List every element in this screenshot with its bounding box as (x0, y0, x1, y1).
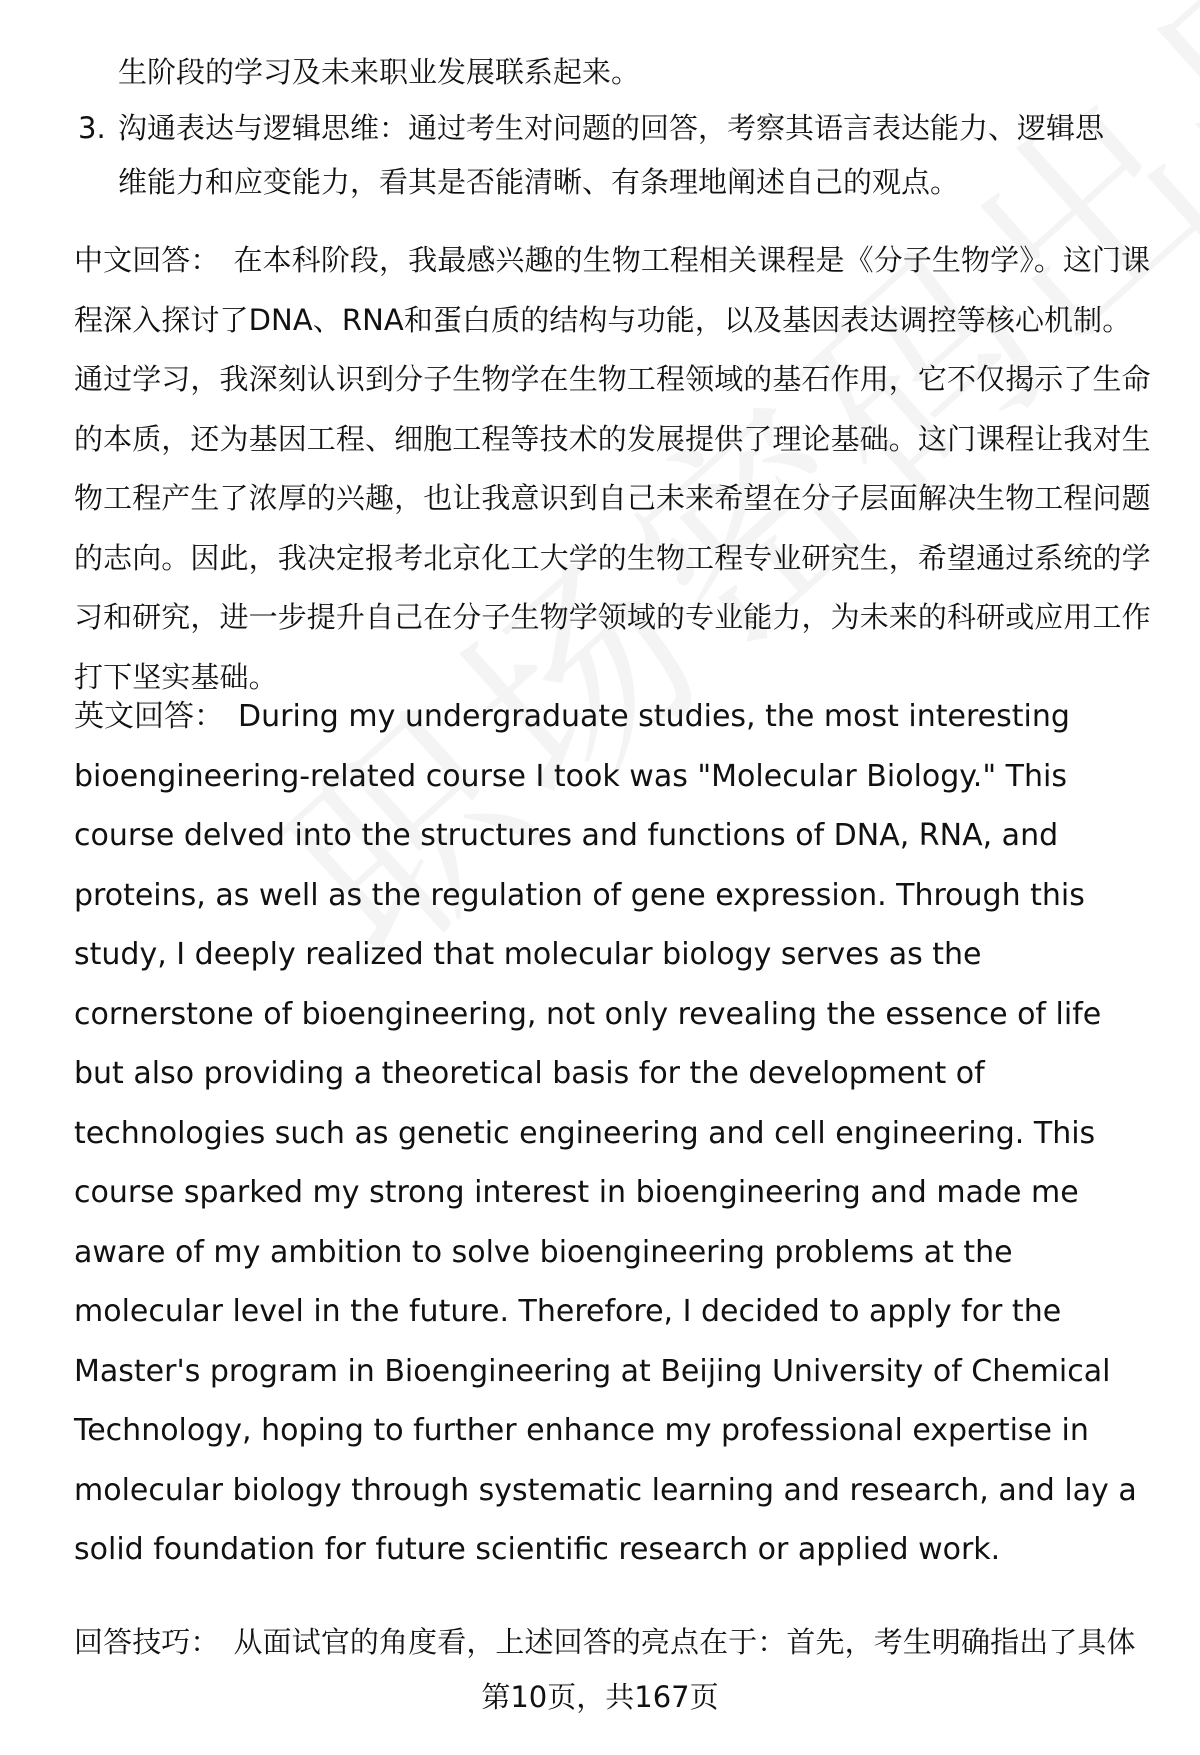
list-item-3-number: 3. (78, 111, 106, 145)
english-answer-text: During my undergraduate studies, the most interesting bioengineering-related course I took was "Molecular Biology." This course delved into the structures and functions of DNA, RNA, and proteins, as well as the regulation of gene expression. Through this study, I deeply realized that molecular biology serves as the cornerstone of bioengineering, not only revealing the essence of life but also providing a theoretical basis for the development of technologies such as genetic engineering and cell engineering. This course sparked my strong interest in bioengineering and made me aware of my ambition to solve bioengineering problems at the molecular level in the future. Therefore, I decided to apply for the Master's program in Bioengineering at Beijing University of Chemical Technology, hoping to further enhance my professional expertise in molecular biology through systematic learning and research, and lay a solid foundation for future scientific research or applied work. (74, 699, 1137, 1567)
english-answer-label: 英文回答： (74, 699, 224, 734)
list-item-3-line-1: 沟通表达与逻辑思维：通过考生对问题的回答，考察其语言表达能力、逻辑思 (118, 111, 1105, 145)
answer-tips-text: 从面试官的角度看，上述回答的亮点在于：首先，考生明确指出了具体 (233, 1625, 1136, 1659)
english-answer (74, 687, 1149, 1580)
list-item-2-continuation: 生阶段的学习及未来职业发展联系起来。 (118, 55, 641, 89)
list-item-3-line-2: 维能力和应变能力，看其是否能清晰、有条理地阐述自己的观点。 (118, 165, 960, 199)
chinese-answer-text: 在本科阶段，我最感兴趣的生物工程相关课程是《分子生物学》。这门课程深入探讨了DNA、RNA和蛋白质的结构与功能，以及基因表达调控等核心机制。通过学习，我深刻认识到分子生物学在生物工程领域的基石作用，它不仅揭示了生命的本质，还为基因工程、细胞工程等技术的发展提供了理论基础。这门课程让我对生物工程产生了浓厚的兴趣，也让我意识到自己未来希望在分子层面解决生物工程问题的志向。因此，我决定报考北京化工大学的生物工程专业研究生，希望通过系统的学习和研究，进一步提升自己在分子生物学领域的专业能力，为未来的科研或应用工作打下坚实基础。 (74, 243, 1151, 694)
chinese-answer (74, 231, 1154, 707)
chinese-answer-label: 中文回答： (74, 243, 220, 277)
answer-tips (74, 1613, 1154, 1673)
page-number: 第10页，共167页 (481, 1680, 719, 1714)
answer-tips-label: 回答技巧： (74, 1625, 220, 1659)
